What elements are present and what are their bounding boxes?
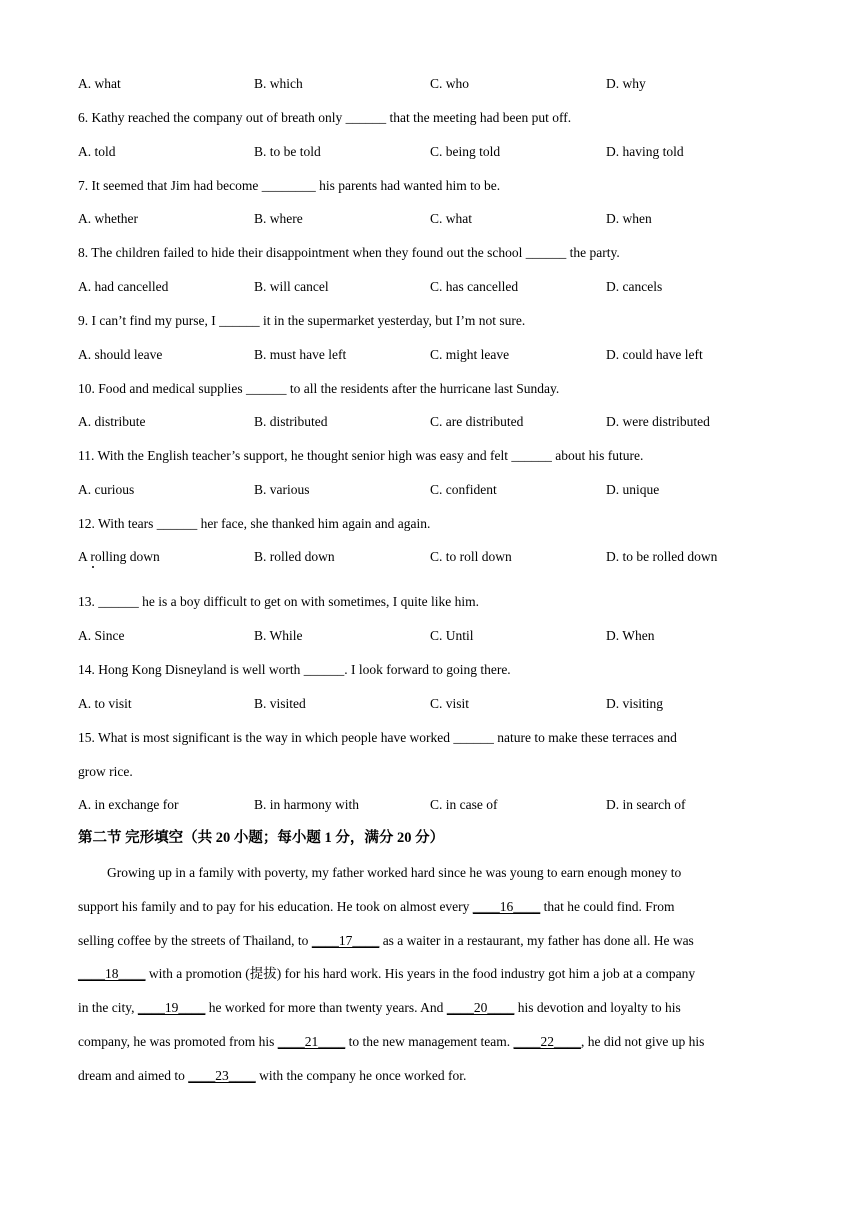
q8-options bbox=[78, 279, 798, 295]
q8-option-c: C. has cancelled bbox=[430, 279, 519, 294]
section-heading: 第二节 完形填空（共 20 小题；每小题 1 分，满分 20 分） bbox=[78, 830, 445, 846]
passage-text: to the new management team. bbox=[345, 1034, 514, 1049]
passage-line-2 bbox=[78, 899, 675, 915]
q7-stem: 7. It seemed that Jim had become ________ his parents had wanted him to be. bbox=[78, 178, 501, 193]
q14-option-a: A. to visit bbox=[78, 696, 132, 711]
q9-option-a: A. should leave bbox=[78, 347, 163, 362]
blank-17: ____17____ bbox=[311, 933, 380, 948]
q13-option-b: B. While bbox=[254, 628, 303, 643]
q14-stem: 14. Hong Kong Disneyland is well worth ______. I look forward to going there. bbox=[78, 662, 511, 677]
q13-option-d: D. When bbox=[606, 628, 655, 643]
passage-text: as a waiter in a restaurant, my father has done all. He was bbox=[379, 933, 694, 948]
q11-option-b: B. various bbox=[254, 482, 310, 497]
q9-option-b: B. must have left bbox=[254, 347, 347, 362]
blank-22: ____22____ bbox=[513, 1034, 582, 1049]
passage-text: his devotion and loyalty to his bbox=[514, 1000, 681, 1015]
passage-text: he worked for more than twenty years. And bbox=[205, 1000, 447, 1015]
blank-19: ____19____ bbox=[137, 1000, 206, 1015]
passage-line-6 bbox=[78, 1034, 704, 1050]
q15-stem: 15. What is most significant is the way in which people have worked ______ nature to make these terraces and bbox=[78, 730, 677, 745]
q10-option-c: C. are distributed bbox=[430, 414, 524, 429]
q5-option-a: A. what bbox=[78, 76, 121, 91]
q12-options bbox=[78, 549, 798, 565]
q13-options bbox=[78, 628, 798, 644]
q9-options bbox=[78, 347, 798, 363]
blank-21: ____21____ bbox=[277, 1034, 346, 1049]
q5-options bbox=[78, 76, 798, 92]
q15-option-b: B. in harmony with bbox=[254, 797, 359, 812]
blank-20: ____20____ bbox=[446, 1000, 515, 1015]
q6-option-a: A. told bbox=[78, 144, 116, 159]
passage-text: with the company he once worked for. bbox=[255, 1068, 467, 1083]
q9-stem: 9. I can’t find my purse, I ______ it in the supermarket yesterday, but I’m not sure. bbox=[78, 313, 526, 328]
q11-options bbox=[78, 482, 798, 498]
blank-18: ____18____ bbox=[78, 966, 146, 981]
q12-option-b: B. rolled down bbox=[254, 549, 335, 564]
passage-text: selling coffee by the streets of Thailand, to bbox=[78, 933, 312, 948]
passage-line-5 bbox=[78, 1000, 681, 1016]
q7-option-d: D. when bbox=[606, 211, 652, 226]
passage-line-1: Growing up in a family with poverty, my father worked hard since he was young to earn enough money to bbox=[107, 865, 682, 880]
blank-16: ____16____ bbox=[472, 899, 541, 914]
q11-option-d: D. unique bbox=[606, 482, 660, 497]
blank-23: ____23____ bbox=[188, 1068, 256, 1083]
q11-stem: 11. With the English teacher’s support, he thought senior high was easy and felt ______ about his future. bbox=[78, 448, 644, 463]
q8-option-d: D. cancels bbox=[606, 279, 663, 294]
q8-option-a: A. had cancelled bbox=[78, 279, 169, 294]
q7-option-a: A. whether bbox=[78, 211, 138, 226]
stray-dot bbox=[92, 566, 94, 568]
passage-text: support his family and to pay for his education. He took on almost every bbox=[78, 899, 473, 914]
q6-stem: 6. Kathy reached the company out of breath only ______ that the meeting had been put off. bbox=[78, 110, 572, 125]
q9-option-d: D. could have left bbox=[606, 347, 703, 362]
q14-option-c: C. visit bbox=[430, 696, 470, 711]
q12-stem: 12. With tears ______ her face, she thanked him again and again. bbox=[78, 516, 431, 531]
q15-option-c: C. in case of bbox=[430, 797, 498, 812]
q15-option-d: D. in search of bbox=[606, 797, 686, 812]
q7-option-b: B. where bbox=[254, 211, 303, 226]
q15-stem-continued: grow rice. bbox=[78, 764, 133, 779]
q6-option-d: D. having told bbox=[606, 144, 684, 159]
passage-text: with a promotion (提拔) for his hard work. His years in the food industry got him a job at a company bbox=[145, 966, 696, 981]
passage-line-3 bbox=[78, 933, 694, 949]
q6-option-c: C. being told bbox=[430, 144, 501, 159]
q11-option-a: A. curious bbox=[78, 482, 135, 497]
passage-text: company, he was promoted from his bbox=[78, 1034, 278, 1049]
q14-options bbox=[78, 696, 798, 712]
passage-line-7 bbox=[78, 1068, 466, 1084]
q12-option-c: C. to roll down bbox=[430, 549, 512, 564]
q12-option-a: A rolling down bbox=[78, 549, 160, 564]
q8-stem: 8. The children failed to hide their disappointment when they found out the school ______ the party. bbox=[78, 245, 620, 260]
q13-stem: 13. ______ he is a boy difficult to get on with sometimes, I quite like him. bbox=[78, 594, 479, 609]
passage-text: dream and aimed to bbox=[78, 1068, 189, 1083]
passage-text: , he did not give up his bbox=[581, 1034, 705, 1049]
q6-options bbox=[78, 144, 798, 160]
q10-option-a: A. distribute bbox=[78, 414, 146, 429]
q7-option-c: C. what bbox=[430, 211, 472, 226]
q15-option-a: A. in exchange for bbox=[78, 797, 179, 812]
q10-options bbox=[78, 414, 798, 430]
q10-option-b: B. distributed bbox=[254, 414, 328, 429]
q14-option-d: D. visiting bbox=[606, 696, 664, 711]
passage-line-4 bbox=[78, 966, 695, 982]
q14-option-b: B. visited bbox=[254, 696, 306, 711]
q12-option-d: D. to be rolled down bbox=[606, 549, 718, 564]
q13-option-a: A. Since bbox=[78, 628, 125, 643]
passage-text: that he could find. From bbox=[540, 899, 675, 914]
q10-stem: 10. Food and medical supplies ______ to all the residents after the hurricane last Sunday. bbox=[78, 381, 560, 396]
passage-text: in the city, bbox=[78, 1000, 138, 1015]
q6-option-b: B. to be told bbox=[254, 144, 321, 159]
q9-option-c: C. might leave bbox=[430, 347, 510, 362]
q13-option-c: C. Until bbox=[430, 628, 474, 643]
q5-option-d: D. why bbox=[606, 76, 646, 91]
q5-option-b: B. which bbox=[254, 76, 303, 91]
q5-option-c: C. who bbox=[430, 76, 470, 91]
q7-options bbox=[78, 211, 798, 227]
q8-option-b: B. will cancel bbox=[254, 279, 329, 294]
q11-option-c: C. confident bbox=[430, 482, 497, 497]
q10-option-d: D. were distributed bbox=[606, 414, 710, 429]
q15-options bbox=[78, 797, 798, 813]
